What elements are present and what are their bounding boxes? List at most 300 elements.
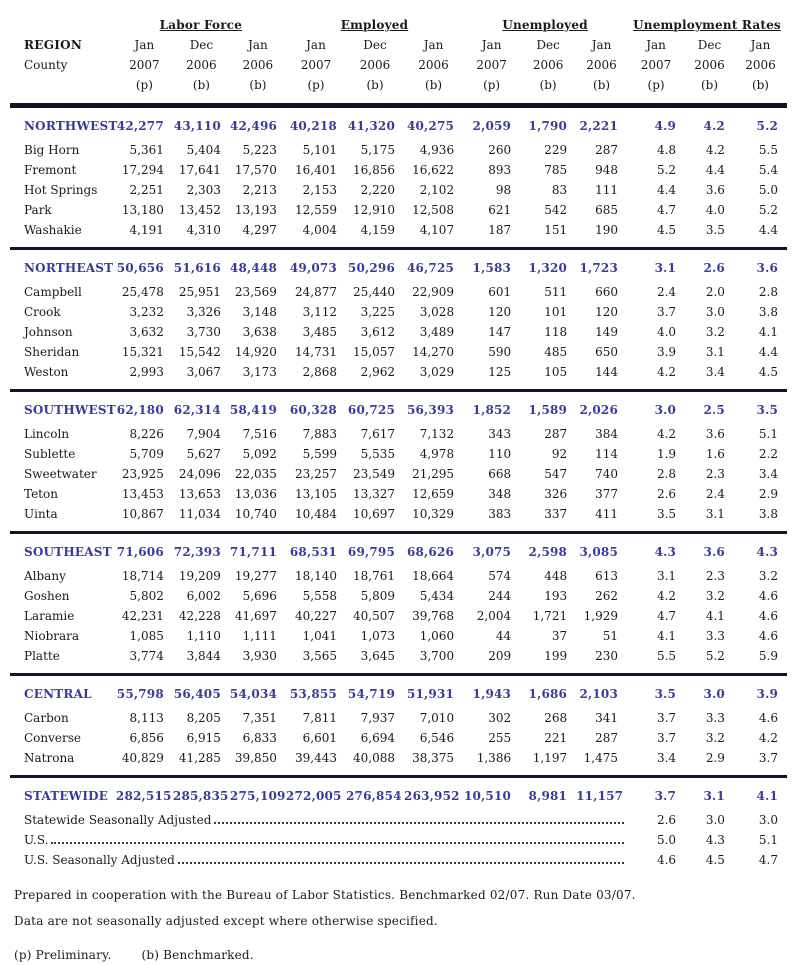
value-cell: 5,175 (360, 143, 396, 157)
value-cell: 3,638 (242, 325, 277, 339)
value-cell: 3.5 (656, 507, 677, 521)
value-cell: 511 (544, 285, 568, 299)
county-name: Sublette (24, 447, 76, 461)
value-cell: 3.4 (656, 751, 677, 765)
value-cell: 72,393 (173, 545, 221, 559)
county-row (10, 322, 787, 342)
adjusted-label-wrap (24, 851, 627, 869)
value-cell: 2.3 (705, 569, 725, 583)
value-cell: 5,223 (242, 143, 277, 157)
value-cell: 740 (595, 467, 619, 481)
column-month: Jan (591, 38, 612, 52)
county-row (10, 424, 787, 444)
value-cell: 11,034 (178, 507, 221, 521)
value-cell: 4.0 (705, 203, 725, 217)
value-cell: 13,036 (234, 487, 277, 501)
value-cell: 3,930 (242, 649, 277, 663)
value-cell: 51,931 (406, 687, 455, 701)
value-cell: 1,386 (476, 751, 512, 765)
column-month: Jan (134, 38, 155, 52)
column-year: 2006 (745, 58, 776, 72)
value-cell: 41,285 (178, 751, 221, 765)
value-cell: 110 (488, 447, 512, 461)
dotted-leader (214, 822, 624, 824)
value-cell: 7,132 (419, 427, 455, 441)
column-header-unemployment-rates-jan-2006 (734, 35, 787, 106)
column-header-employed-jan-2006 (404, 35, 463, 106)
adjusted-label: U.S. (24, 833, 49, 847)
value-cell: 244 (488, 589, 512, 603)
value-cell: 105 (544, 365, 568, 379)
value-cell: 4.3 (705, 833, 725, 847)
value-cell: 485 (544, 345, 568, 359)
county-row (10, 464, 787, 484)
county-name: Laramie (24, 609, 75, 623)
value-cell: 15,321 (121, 345, 164, 359)
value-cell: 40,088 (353, 751, 396, 765)
column-month: Jan (248, 38, 268, 52)
value-cell: 3.3 (705, 711, 725, 725)
value-cell: 1,583 (472, 261, 512, 275)
value-cell: 24,096 (178, 467, 221, 481)
value-cell: 2,004 (476, 609, 512, 623)
value-cell: 590 (488, 345, 512, 359)
column-header-labor-force-jan-2006 (230, 35, 286, 106)
value-cell: 8,205 (186, 711, 221, 725)
value-cell: 55,798 (116, 687, 164, 701)
county-row (10, 200, 787, 220)
value-cell: 5,101 (302, 143, 337, 157)
value-cell: 3.5 (756, 403, 778, 417)
value-cell: 3.5 (654, 687, 677, 701)
value-cell: 230 (595, 649, 619, 663)
value-cell: 50,656 (116, 261, 164, 275)
value-cell: 3.9 (756, 687, 778, 701)
value-cell: 5.0 (656, 833, 677, 847)
value-cell: 262 (595, 589, 619, 603)
value-cell: 71,606 (116, 545, 164, 559)
value-cell: 4.2 (705, 143, 725, 157)
value-cell: 3,565 (302, 649, 337, 663)
group-header-employed (286, 10, 463, 35)
value-cell: 46,725 (406, 261, 455, 275)
value-cell: 3,225 (360, 305, 396, 319)
footnote-benchmarked: (b) Benchmarked. (141, 948, 254, 962)
value-cell: 3.2 (705, 589, 725, 603)
value-cell: 2,059 (472, 119, 512, 133)
value-cell: 1,320 (528, 261, 568, 275)
value-cell: 14,270 (412, 345, 455, 359)
region-header-label: REGION (24, 38, 83, 52)
value-cell: 22,035 (234, 467, 277, 481)
value-cell: 69,795 (347, 545, 396, 559)
value-cell: 23,257 (295, 467, 337, 481)
statewide-section (10, 777, 787, 876)
footnote-legend (14, 945, 785, 965)
value-cell: 5,535 (360, 447, 396, 461)
value-cell: 4.5 (758, 365, 778, 379)
value-cell: 948 (595, 163, 619, 177)
column-month: Dec (189, 38, 214, 52)
value-cell: 4.9 (654, 119, 677, 133)
county-name: Carbon (24, 711, 69, 725)
value-cell: 4.1 (756, 789, 778, 803)
value-cell: 383 (488, 507, 512, 521)
value-cell: 255 (488, 731, 512, 745)
value-cell: 4.6 (758, 589, 778, 603)
value-cell: 4.1 (656, 629, 677, 643)
county-row (10, 586, 787, 606)
value-cell: 16,856 (353, 163, 396, 177)
value-cell: 3.0 (705, 813, 725, 827)
value-cell: 60,725 (347, 403, 396, 417)
column-header-unemployed-jan-2006 (576, 35, 627, 106)
column-month: Dec (536, 38, 560, 52)
value-cell: 24,877 (295, 285, 337, 299)
value-cell: 7,617 (360, 427, 396, 441)
value-cell: 120 (488, 305, 512, 319)
value-cell: 3,232 (129, 305, 164, 319)
value-cell: 2,962 (360, 365, 396, 379)
value-cell: 3.6 (705, 427, 725, 441)
value-cell: 2,103 (579, 687, 619, 701)
value-cell: 2.9 (705, 751, 725, 765)
value-cell: 5,696 (242, 589, 277, 603)
column-year: 2007 (300, 58, 332, 72)
value-cell: 51 (602, 629, 619, 643)
value-cell: 3.5 (705, 223, 725, 237)
value-cell: 1,723 (579, 261, 619, 275)
value-cell: 11,157 (576, 789, 624, 803)
value-cell: 263,952 (404, 789, 460, 803)
value-cell: 151 (544, 223, 568, 237)
value-cell: 4.3 (654, 545, 677, 559)
value-cell: 6,002 (186, 589, 221, 603)
column-year: 2006 (694, 58, 725, 72)
value-cell: 3.2 (758, 569, 778, 583)
group-header-unemployment-rates (627, 10, 787, 35)
value-cell: 4.4 (758, 223, 778, 237)
value-cell: 3.4 (758, 467, 778, 481)
value-cell: 16,622 (412, 163, 455, 177)
value-cell: 40,507 (353, 609, 396, 623)
value-cell: 8,226 (129, 427, 164, 441)
value-cell: 348 (488, 487, 512, 501)
value-cell: 187 (488, 223, 512, 237)
county-name: Crook (24, 305, 61, 319)
value-cell: 2.4 (705, 487, 725, 501)
county-row (10, 362, 787, 391)
value-cell: 25,478 (121, 285, 164, 299)
value-cell: 282,515 (115, 789, 172, 803)
value-cell: 6,601 (302, 731, 337, 745)
value-cell: 3.8 (758, 507, 778, 521)
value-cell: 21,295 (412, 467, 455, 481)
value-cell: 12,910 (353, 203, 396, 217)
value-cell: 42,496 (229, 119, 278, 133)
value-cell: 71,711 (229, 545, 278, 559)
value-cell: 3,730 (186, 325, 221, 339)
region-row (10, 106, 787, 141)
column-note: (p) (307, 78, 325, 92)
value-cell: 14,731 (295, 345, 337, 359)
county-row (10, 708, 787, 728)
value-cell: 5,404 (186, 143, 221, 157)
column-month: Jan (481, 38, 502, 52)
value-cell: 2,251 (129, 183, 164, 197)
region-row (10, 249, 787, 283)
value-cell: 48,448 (229, 261, 278, 275)
value-cell: 4.2 (758, 731, 778, 745)
value-cell: 5.4 (758, 163, 778, 177)
value-cell: 1,721 (532, 609, 568, 623)
value-cell: 4.2 (703, 119, 725, 133)
county-row (10, 444, 787, 464)
value-cell: 1,060 (419, 629, 455, 643)
value-cell: 19,209 (178, 569, 221, 583)
column-month: Dec (697, 38, 722, 52)
county-row (10, 282, 787, 302)
value-cell: 53,855 (289, 687, 337, 701)
county-row (10, 302, 787, 322)
value-cell: 8,113 (129, 711, 164, 725)
county-row (10, 180, 787, 200)
value-cell: 39,768 (412, 609, 455, 623)
value-cell: 3,844 (186, 649, 221, 663)
value-cell: 1,929 (583, 609, 619, 623)
value-cell: 613 (595, 569, 619, 583)
value-cell: 3.6 (703, 545, 725, 559)
value-cell: 4.8 (656, 143, 677, 157)
column-header-employed-jan-2007 (286, 35, 346, 106)
value-cell: 2,303 (186, 183, 221, 197)
value-cell: 6,915 (186, 731, 221, 745)
adjusted-label: U.S. Seasonally Adjusted (24, 853, 175, 867)
value-cell: 2.8 (656, 467, 677, 481)
value-cell: 341 (595, 711, 619, 725)
column-note: (p) (647, 78, 665, 92)
column-note: (b) (751, 78, 769, 92)
value-cell: 2.2 (758, 447, 778, 461)
value-cell: 10,329 (412, 507, 455, 521)
value-cell: 3.1 (656, 569, 677, 583)
value-cell: 2.6 (703, 261, 725, 275)
value-cell: 23,569 (234, 285, 277, 299)
value-cell: 3.0 (654, 403, 677, 417)
county-header-label: County (24, 58, 68, 72)
county-name: Park (24, 203, 52, 217)
group-header-label-labor-force: Labor Force (159, 18, 243, 32)
value-cell: 39,443 (295, 751, 337, 765)
value-cell: 5,092 (242, 447, 277, 461)
adjusted-row (10, 850, 787, 875)
region-row (10, 675, 787, 709)
value-cell: 3.2 (705, 325, 725, 339)
value-cell: 193 (544, 589, 568, 603)
value-cell: 5,599 (302, 447, 337, 461)
value-cell: 2.6 (656, 813, 677, 827)
value-cell: 4,297 (242, 223, 277, 237)
value-cell: 144 (595, 365, 619, 379)
column-note: (b) (249, 78, 267, 92)
value-cell: 326 (544, 487, 568, 501)
value-cell: 3.1 (654, 261, 677, 275)
value-cell: 23,925 (121, 467, 164, 481)
value-cell: 3.6 (756, 261, 778, 275)
value-cell: 92 (551, 447, 568, 461)
value-cell: 4,191 (129, 223, 164, 237)
dotted-leader (178, 862, 624, 864)
value-cell: 7,351 (242, 711, 277, 725)
county-row (10, 646, 787, 675)
value-cell: 3,632 (129, 325, 164, 339)
statewide-name: STATEWIDE (24, 789, 109, 803)
value-cell: 4,159 (360, 223, 396, 237)
county-name: Natrona (24, 751, 75, 765)
county-row (10, 626, 787, 646)
county-name: Teton (24, 487, 58, 501)
region-name: NORTHWEST (24, 119, 118, 133)
column-header-row (10, 35, 787, 106)
value-cell: 5.2 (705, 649, 725, 663)
value-cell: 58,419 (229, 403, 278, 417)
column-year: 2006 (586, 58, 617, 72)
county-name: Lincoln (24, 427, 70, 441)
value-cell: 221 (544, 731, 568, 745)
adjusted-row (10, 810, 787, 830)
value-cell: 40,227 (295, 609, 337, 623)
value-cell: 43,110 (173, 119, 221, 133)
dotted-leader (51, 842, 624, 844)
value-cell: 3.0 (758, 813, 778, 827)
value-cell: 2,026 (579, 403, 619, 417)
value-cell: 337 (544, 507, 568, 521)
value-cell: 51,616 (173, 261, 221, 275)
value-cell: 287 (595, 731, 619, 745)
column-year: 2006 (359, 58, 391, 72)
region-section-northeast (10, 249, 787, 391)
value-cell: 50,296 (347, 261, 396, 275)
value-cell: 10,697 (353, 507, 396, 521)
value-cell: 5.5 (758, 143, 778, 157)
value-cell: 3,067 (186, 365, 221, 379)
county-row (10, 606, 787, 626)
county-row (10, 728, 787, 748)
value-cell: 6,856 (129, 731, 164, 745)
value-cell: 98 (495, 183, 512, 197)
value-cell: 10,867 (121, 507, 164, 521)
column-year: 2006 (418, 58, 449, 72)
column-note: (b) (539, 78, 557, 92)
county-name: Big Horn (24, 143, 80, 157)
value-cell: 660 (595, 285, 619, 299)
value-cell: 4.3 (756, 545, 778, 559)
value-cell: 1,852 (472, 403, 512, 417)
value-cell: 54,034 (229, 687, 278, 701)
value-cell: 302 (488, 711, 512, 725)
value-cell: 41,320 (347, 119, 396, 133)
value-cell: 650 (595, 345, 619, 359)
value-cell: 10,484 (295, 507, 337, 521)
value-cell: 1.6 (705, 447, 725, 461)
value-cell: 42,231 (121, 609, 164, 623)
value-cell: 2,221 (579, 119, 619, 133)
value-cell: 49,073 (289, 261, 337, 275)
value-cell: 3,612 (360, 325, 396, 339)
value-cell: 2,220 (360, 183, 396, 197)
county-name: Albany (24, 569, 66, 583)
value-cell: 3.1 (705, 345, 725, 359)
value-cell: 125 (488, 365, 512, 379)
value-cell: 3.0 (703, 687, 725, 701)
value-cell: 14,920 (234, 345, 277, 359)
value-cell: 547 (544, 467, 568, 481)
value-cell: 17,570 (234, 163, 277, 177)
value-cell: 12,559 (295, 203, 337, 217)
county-row (10, 140, 787, 160)
value-cell: 4,107 (419, 223, 455, 237)
column-month: Jan (306, 38, 326, 52)
value-cell: 6,833 (242, 731, 277, 745)
value-cell: 5,361 (129, 143, 164, 157)
value-cell: 5,627 (186, 447, 221, 461)
county-name: Johnson (24, 325, 73, 339)
value-cell: 5,809 (360, 589, 396, 603)
footnote-prepared: Prepared in cooperation with the Bureau of Labor Statistics. Benchmarked 02/07. Run Date 03/07. (14, 888, 636, 902)
value-cell: 40,218 (289, 119, 337, 133)
region-row (10, 391, 787, 425)
report-footer (10, 875, 787, 965)
column-note: (b) (700, 78, 719, 92)
adjusted-label-cell (10, 810, 627, 830)
value-cell: 268 (544, 711, 568, 725)
value-cell: 3,148 (242, 305, 277, 319)
value-cell: 5.5 (656, 649, 677, 663)
value-cell: 44 (495, 629, 512, 643)
value-cell: 2,153 (302, 183, 337, 197)
value-cell: 13,327 (353, 487, 396, 501)
column-month: Jan (646, 38, 666, 52)
value-cell: 4.2 (656, 427, 677, 441)
value-cell: 3.0 (705, 305, 725, 319)
value-cell: 1,041 (302, 629, 337, 643)
value-cell: 10,740 (234, 507, 277, 521)
value-cell: 18,761 (353, 569, 396, 583)
value-cell: 42,228 (178, 609, 221, 623)
value-cell: 4.4 (656, 183, 677, 197)
group-header-label-employed: Employed (340, 18, 409, 32)
county-name: Platte (24, 649, 60, 663)
value-cell: 4.1 (705, 609, 725, 623)
county-row (10, 566, 787, 586)
value-cell: 5,802 (129, 589, 164, 603)
value-cell: 4.2 (656, 365, 677, 379)
value-cell: 3.6 (705, 183, 725, 197)
value-cell: 111 (595, 183, 619, 197)
column-year: 2007 (640, 58, 672, 72)
value-cell: 13,193 (234, 203, 277, 217)
county-name: Niobrara (24, 629, 80, 643)
value-cell: 343 (488, 427, 512, 441)
value-cell: 229 (544, 143, 568, 157)
value-cell: 25,440 (353, 285, 396, 299)
value-cell: 542 (544, 203, 568, 217)
value-cell: 411 (595, 507, 619, 521)
value-cell: 15,542 (178, 345, 221, 359)
value-cell: 448 (544, 569, 568, 583)
value-cell: 18,664 (412, 569, 455, 583)
value-cell: 4.7 (656, 203, 677, 217)
